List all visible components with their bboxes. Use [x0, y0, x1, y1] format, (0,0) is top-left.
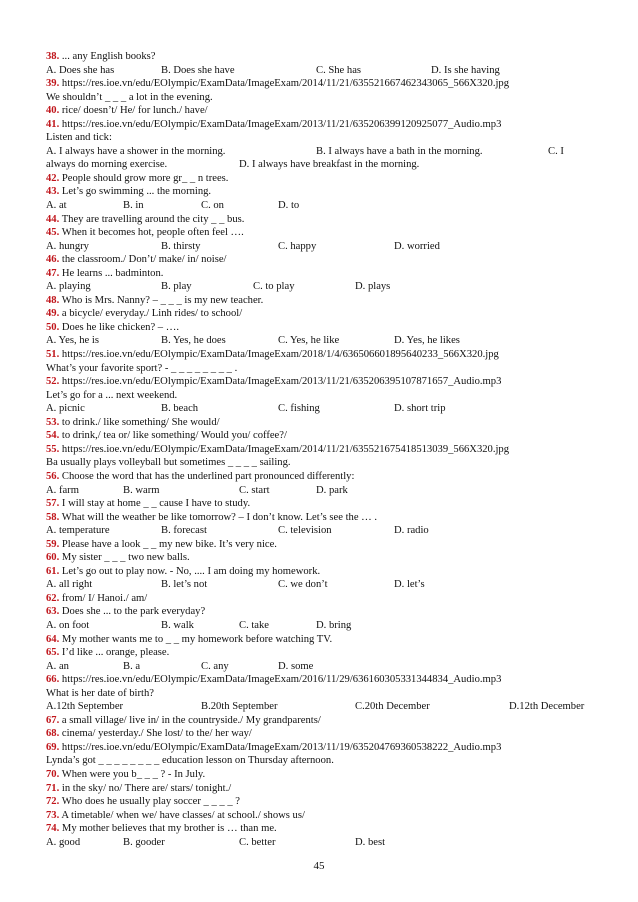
question-number: 47. [46, 267, 60, 279]
question-line [46, 470, 606, 484]
answer-option: A. farm [46, 484, 79, 496]
answer-option: B. a [123, 660, 141, 672]
question-line [46, 646, 606, 660]
answer-option: D. radio [394, 525, 429, 537]
answer-options-line [46, 484, 606, 498]
answer-option: B. Does she have [161, 64, 235, 76]
answer-option: D. some [278, 660, 314, 672]
answer-option: B. play [161, 281, 192, 293]
answer-options-line [46, 700, 606, 714]
answer-option: C. television [278, 525, 332, 537]
question-text: Lynda’s got _ _ _ _ _ _ _ _ education lesson on Thursday afternoon. [46, 755, 334, 767]
question-line [46, 348, 606, 362]
question-number: 53. [46, 416, 60, 428]
question-text: Who does he usually play soccer _ _ _ _ ? [59, 796, 240, 808]
question-text: I will stay at home _ _ cause I have to study. [59, 498, 251, 510]
page-number: 45 [313, 860, 325, 872]
question-line [46, 592, 606, 606]
question-line [46, 768, 606, 782]
question-line [46, 551, 606, 565]
question-text: People should grow more gr_ _ n trees. [59, 172, 229, 184]
answer-options-line [46, 199, 606, 213]
question-number: 43. [46, 186, 60, 198]
question-line [46, 253, 606, 267]
answer-option: A. an [46, 660, 69, 672]
question-number: 48. [46, 294, 60, 306]
answer-options-line [46, 64, 606, 78]
question-line [46, 50, 606, 64]
question-number: 50. [46, 321, 60, 333]
question-text: Does he like chicken? – …. [59, 321, 179, 333]
question-text: to drink,/ tea or/ like something/ Would you/ coffee?/ [59, 430, 287, 442]
answer-option: A. on foot [46, 619, 90, 631]
answer-option: C. better [239, 836, 276, 848]
question-number: 72. [46, 796, 60, 808]
question-text: https://res.ioe.vn/edu/EOlympic/ExamData/ImageExam/2018/1/4/636506601895640233_566X320.jpg [59, 349, 499, 361]
question-text: Please have a look _ _ my new bike. It’s very nice. [59, 538, 277, 550]
document-page [46, 50, 606, 849]
question-number: 45. [46, 227, 60, 239]
answer-option: C. to play [253, 281, 295, 293]
question-text: When it becomes hot, people often feel …. [59, 227, 244, 239]
question-text: ... any English books? [59, 51, 156, 62]
question-number: 71. [46, 782, 60, 794]
question-number: 51. [46, 349, 60, 361]
answer-option: D. short trip [394, 403, 446, 415]
answer-options-line [46, 402, 606, 416]
question-number: 67. [46, 714, 60, 726]
question-text: What is her date of birth? [46, 687, 154, 699]
question-number: 52. [46, 376, 60, 388]
answer-option: B. I always have a bath in the morning. [316, 145, 483, 157]
answer-option: D. park [316, 484, 348, 496]
answer-options-line [46, 578, 606, 592]
question-line [46, 185, 606, 199]
question-number: 59. [46, 538, 60, 550]
question-line [46, 511, 606, 525]
question-line [46, 538, 606, 552]
question-number: 42. [46, 172, 60, 184]
question-line [46, 118, 606, 132]
question-text: from/ I/ Hanoi./ am/ [59, 592, 148, 604]
answer-option: B.20th September [201, 701, 278, 713]
question-text-line [46, 456, 606, 470]
question-line [46, 375, 606, 389]
answer-option: A.12th September [46, 701, 124, 713]
question-number: 44. [46, 213, 60, 225]
answer-option: D. Is she having [431, 64, 500, 76]
question-number: 66. [46, 674, 60, 686]
answer-options-line [46, 334, 606, 348]
question-text: Choose the word that has the underlined part pronounced differently: [59, 470, 355, 482]
question-line [46, 727, 606, 741]
answer-option: C. She has [316, 64, 362, 76]
question-number: 39. [46, 78, 60, 90]
answer-option: C. any [201, 660, 229, 672]
answer-option: C. I [548, 145, 564, 157]
question-text: the classroom./ Don’t/ make/ in/ noise/ [59, 254, 227, 266]
answer-option: C. fishing [278, 403, 320, 415]
question-text: What’s your favorite sport? - _ _ _ _ _ _ _ _ . [46, 362, 238, 374]
answer-option: A. good [46, 836, 81, 848]
answer-option: D. plays [355, 281, 391, 293]
question-number: 38. [46, 51, 60, 62]
answer-option: A. hungry [46, 240, 89, 252]
question-text: in the sky/ no/ There are/ stars/ tonight./ [59, 782, 232, 794]
question-number: 64. [46, 633, 60, 645]
answer-option: B. warm [123, 484, 160, 496]
question-line [46, 443, 606, 457]
question-line [46, 321, 606, 335]
question-line [46, 633, 606, 647]
answer-option: A. all right [46, 579, 93, 591]
question-text: rice/ doesn’t/ He/ for lunch./ have/ [59, 105, 208, 117]
question-number: 65. [46, 647, 60, 659]
answer-option: C. take [239, 619, 270, 631]
answer-option: C.20th December [355, 701, 430, 713]
question-line [46, 565, 606, 579]
question-text: Ba usually plays volleyball but sometimes _ _ _ _ sailing. [46, 457, 291, 469]
question-text: Let’s go swimming ... the morning. [59, 186, 212, 198]
answer-option: A. I always have a shower in the morning. [46, 145, 226, 157]
question-line [46, 213, 606, 227]
question-line [46, 809, 606, 823]
answer-option: B. forecast [161, 525, 207, 537]
question-line [46, 795, 606, 809]
answer-option: B. in [123, 200, 144, 212]
answer-option: B. beach [161, 403, 199, 415]
question-text-line [46, 754, 606, 768]
question-line [46, 172, 606, 186]
question-line [46, 605, 606, 619]
question-text: When were you b_ _ _ ? - In July. [59, 768, 206, 780]
answer-options-line [46, 524, 606, 538]
answer-option: A. Yes, he is [46, 335, 99, 347]
question-number: 62. [46, 592, 60, 604]
question-text: What will the weather be like tomorrow? – I don’t know. Let’s see the … . [59, 511, 378, 523]
question-text: Listen and tick: [46, 132, 112, 144]
question-number: 46. [46, 254, 60, 266]
question-number: 49. [46, 308, 60, 320]
question-text-line [46, 91, 606, 105]
answer-options-line [46, 619, 606, 633]
answer-options-line [46, 836, 606, 850]
question-text: We shouldn’t _ _ _ a lot in the evening. [46, 91, 213, 103]
question-text: https://res.ioe.vn/edu/EOlympic/ExamData/ImageExam/2014/11/21/635521667462343065_566X320.jpg [59, 78, 510, 90]
question-text: https://res.ioe.vn/edu/EOlympic/ExamData/ImageExam/2016/11/29/636160305331344834_Audio.mp3 [59, 674, 502, 686]
question-text: Does she ... to the park everyday? [59, 606, 206, 618]
question-text: https://res.ioe.vn/edu/EOlympic/ExamData/ImageExam/2013/11/19/635204769360538222_Audio.mp3 [59, 741, 502, 753]
answer-option: B. walk [161, 619, 194, 631]
question-text-line [46, 389, 606, 403]
question-number: 70. [46, 768, 60, 780]
answer-options-line [46, 280, 606, 294]
question-text: Let’s go out to play now. - No, .... I am doing my homework. [59, 565, 321, 577]
question-number: 58. [46, 511, 60, 523]
answer-option: C. happy [278, 240, 317, 252]
answer-option: D. I always have breakfast in the morning. [239, 159, 420, 171]
question-text: https://res.ioe.vn/edu/EOlympic/ExamData/ImageExam/2014/11/21/635521675418513039_566X320.jpg [59, 443, 510, 455]
question-text: Who is Mrs. Nanny? – _ _ _ is my new teacher. [59, 294, 264, 306]
question-number: 60. [46, 552, 60, 564]
question-line [46, 416, 606, 430]
question-text: He learns ... badminton. [59, 267, 164, 279]
question-text: Let’s go for a ... next weekend. [46, 389, 178, 401]
answer-option: A. at [46, 200, 67, 212]
question-line [46, 822, 606, 836]
question-line [46, 497, 606, 511]
question-text: a bicycle/ everyday./ Linh rides/ to school/ [59, 308, 243, 320]
question-number: 40. [46, 105, 60, 117]
answer-option: B. thirsty [161, 240, 201, 252]
question-number: 74. [46, 823, 60, 835]
question-text-line [46, 687, 606, 701]
answer-option: C. Yes, he like [278, 335, 340, 347]
question-number: 57. [46, 498, 60, 510]
question-line [46, 307, 606, 321]
question-line [46, 429, 606, 443]
answer-option: C. start [239, 484, 270, 496]
question-text: My mother believes that my brother is … than me. [59, 823, 277, 835]
answer-options-line [46, 240, 606, 254]
answer-option: D. let’s [394, 579, 425, 591]
question-number: 41. [46, 118, 60, 130]
question-text-line [46, 131, 606, 145]
question-text: My sister _ _ _ two new balls. [59, 552, 190, 564]
question-line [46, 104, 606, 118]
answer-option: C. on [201, 200, 224, 212]
question-number: 56. [46, 470, 60, 482]
answer-option: C. we don’t [278, 579, 328, 591]
answer-options-line [46, 660, 606, 674]
question-text: https://res.ioe.vn/edu/EOlympic/ExamData/ImageExam/2013/11/21/635206399120925077_Audio.mp3 [59, 118, 502, 130]
question-text: a small village/ live in/ in the countryside./ My grandparents/ [59, 714, 321, 726]
question-text: My mother wants me to _ _ my homework before watching TV. [59, 633, 333, 645]
question-text: They are travelling around the city _ _ bus. [59, 213, 245, 225]
question-number: 68. [46, 728, 60, 740]
answer-option: A. temperature [46, 525, 110, 537]
answer-options-line [46, 145, 606, 159]
answer-options-line [46, 158, 606, 172]
question-number: 54. [46, 430, 60, 442]
question-number: 61. [46, 565, 60, 577]
answer-option: D.12th December [509, 701, 585, 713]
question-line [46, 714, 606, 728]
question-line [46, 77, 606, 91]
answer-option: D. to [278, 200, 300, 212]
question-number: 55. [46, 443, 60, 455]
answer-option: D. Yes, he likes [394, 335, 460, 347]
answer-option: A. playing [46, 281, 91, 293]
question-text: cinema/ yesterday./ She lost/ to the/ her way/ [59, 728, 252, 740]
question-line [46, 782, 606, 796]
answer-option: B. let’s not [161, 579, 208, 591]
answer-option: B. Yes, he does [161, 335, 226, 347]
question-text: to drink./ like something/ She would/ [59, 416, 220, 428]
question-text: https://res.ioe.vn/edu/EOlympic/ExamData/ImageExam/2013/11/21/635206395107871657_Audio.mp3 [59, 376, 502, 388]
answer-option: D. best [355, 836, 386, 848]
answer-option: always do morning exercise. [46, 159, 168, 171]
question-line [46, 267, 606, 281]
question-number: 73. [46, 809, 60, 821]
question-line [46, 741, 606, 755]
answer-option: A. Does she has [46, 64, 115, 76]
question-text-line [46, 362, 606, 376]
answer-option: A. picnic [46, 403, 85, 415]
question-number: 63. [46, 606, 60, 618]
question-text: A timetable/ when we/ have classes/ at school./ shows us/ [59, 809, 305, 821]
question-number: 69. [46, 741, 60, 753]
answer-option: D. bring [316, 619, 352, 631]
question-line [46, 226, 606, 240]
question-line [46, 673, 606, 687]
question-line [46, 294, 606, 308]
answer-option: B. gooder [123, 836, 165, 848]
question-text: I’d like ... orange, please. [59, 647, 170, 659]
answer-option: D. worried [394, 240, 440, 252]
